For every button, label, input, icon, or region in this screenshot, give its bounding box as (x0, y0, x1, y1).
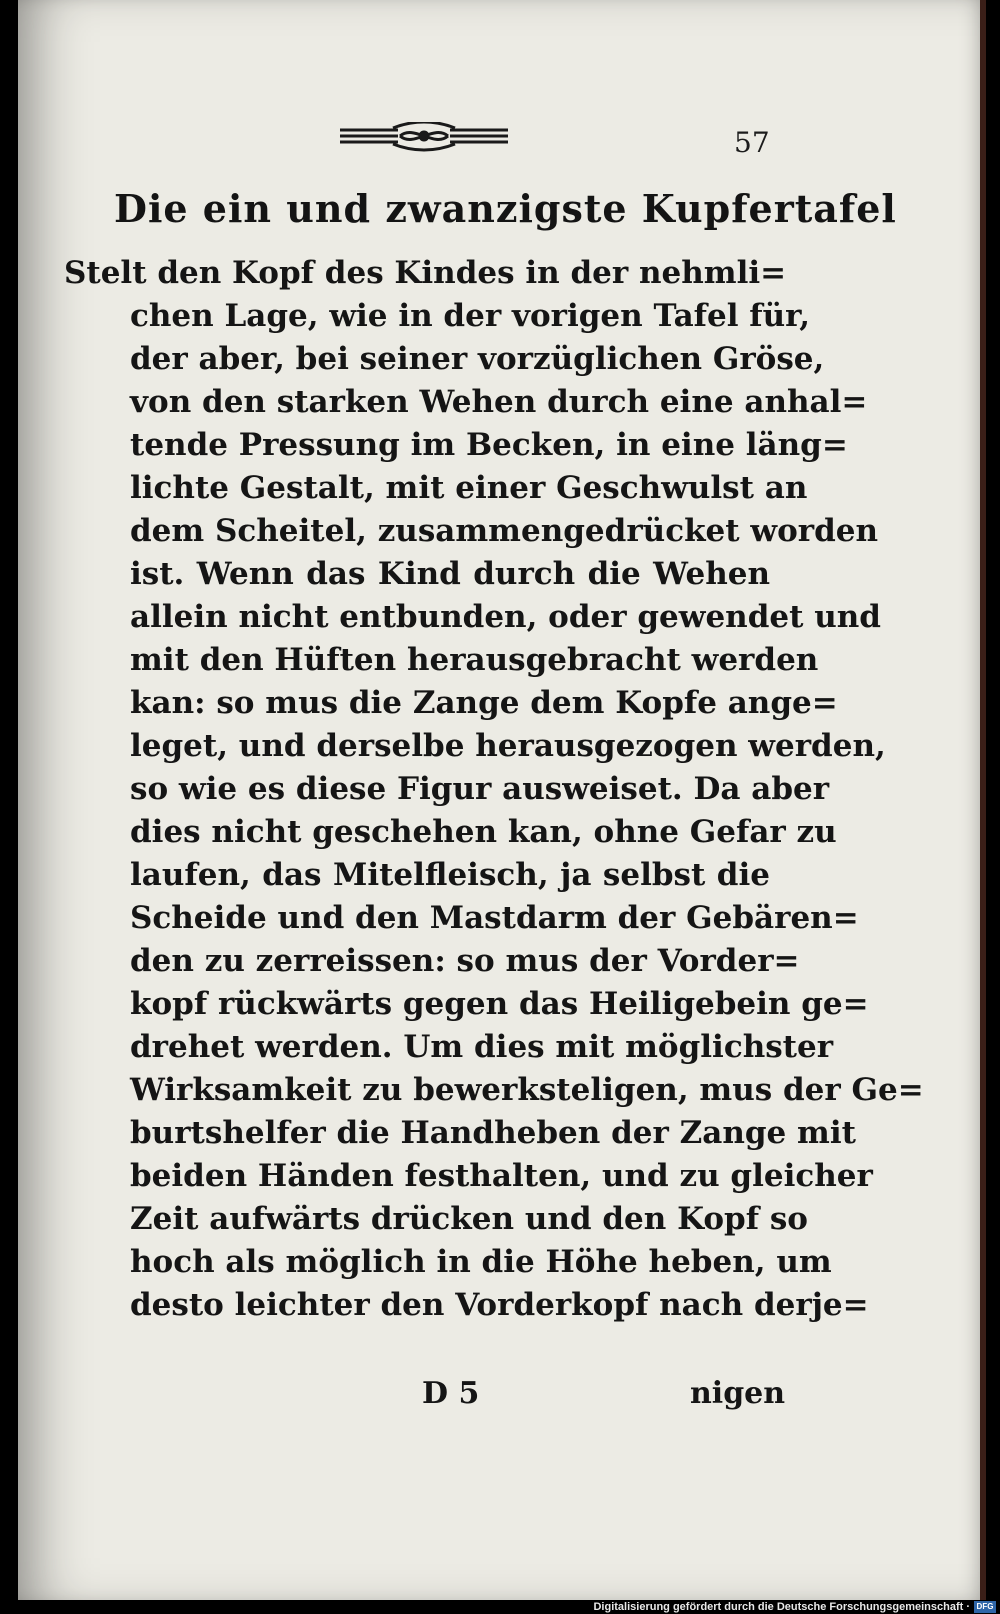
text-line: Wirksamkeit zu bewerksteligen, mus der Ge= (130, 1072, 924, 1108)
dfg-logo-icon: DFG (974, 1601, 996, 1613)
text-line: Stelt den Kopf des Kindes in der nehmli= (64, 255, 787, 291)
text-line: mit den Hüften herausgebracht werden (130, 642, 819, 678)
signature-mark: D 5 (422, 1376, 480, 1411)
text-line: desto leichter den Vorderkopf nach derje= (130, 1287, 869, 1323)
text-line: kopf rückwärts gegen das Heiligebein ge= (130, 986, 869, 1022)
text-line: laufen, das Mitelfleisch, ja selbst die (130, 857, 770, 893)
page-number: 57 (734, 126, 770, 159)
text-line: tende Pressung im Becken, in eine läng= (130, 427, 848, 463)
text-line: so wie es diese Figur ausweiset. Da aber (130, 771, 830, 807)
text-line: der aber, bei seiner vorzüglichen Gröse, (130, 341, 825, 377)
catchword: nigen (690, 1376, 786, 1411)
text-line: chen Lage, wie in der vorigen Tafel für, (130, 298, 811, 334)
text-line: lichte Gestalt, mit einer Geschwulst an (130, 470, 808, 506)
text-line: allein nicht entbunden, oder gewendet und (130, 599, 881, 635)
text-line: kan: so mus die Zange dem Kopfe ange= (130, 685, 838, 721)
text-line: den zu zerreissen: so mus der Vorder= (130, 943, 800, 979)
text-line: drehet werden. Um dies mit möglichster (130, 1029, 834, 1065)
footer-bar (0, 1600, 1000, 1614)
book-page (18, 0, 986, 1600)
chapter-heading: Die ein und zwanzigste Kupfertafel (114, 186, 897, 231)
footer-credit: Digitalisierung gefördert durch die Deutsche Forschungsgemeinschaft · (593, 1601, 970, 1613)
text-line: burtshelfer die Handheben der Zange mit (130, 1115, 856, 1151)
text-line: hoch als möglich in die Höhe heben, um (130, 1244, 832, 1280)
text-line: Zeit aufwärts drücken und den Kopf so (130, 1201, 808, 1237)
text-line: dem Scheitel, zusammengedrücket worden (130, 513, 879, 549)
text-line: ist. Wenn das Kind durch die Wehen (130, 556, 770, 592)
text-line: leget, und derselbe herausgezogen werden, (130, 728, 886, 764)
ornament-divider-icon (338, 122, 510, 158)
text-line: dies nicht geschehen kan, ohne Gefar zu (130, 814, 837, 850)
text-line: von den starken Wehen durch eine anhal= (130, 384, 868, 420)
text-line: Scheide und den Mastdarm der Gebären= (130, 900, 859, 936)
text-line: beiden Händen festhalten, und zu gleicher (130, 1158, 873, 1194)
